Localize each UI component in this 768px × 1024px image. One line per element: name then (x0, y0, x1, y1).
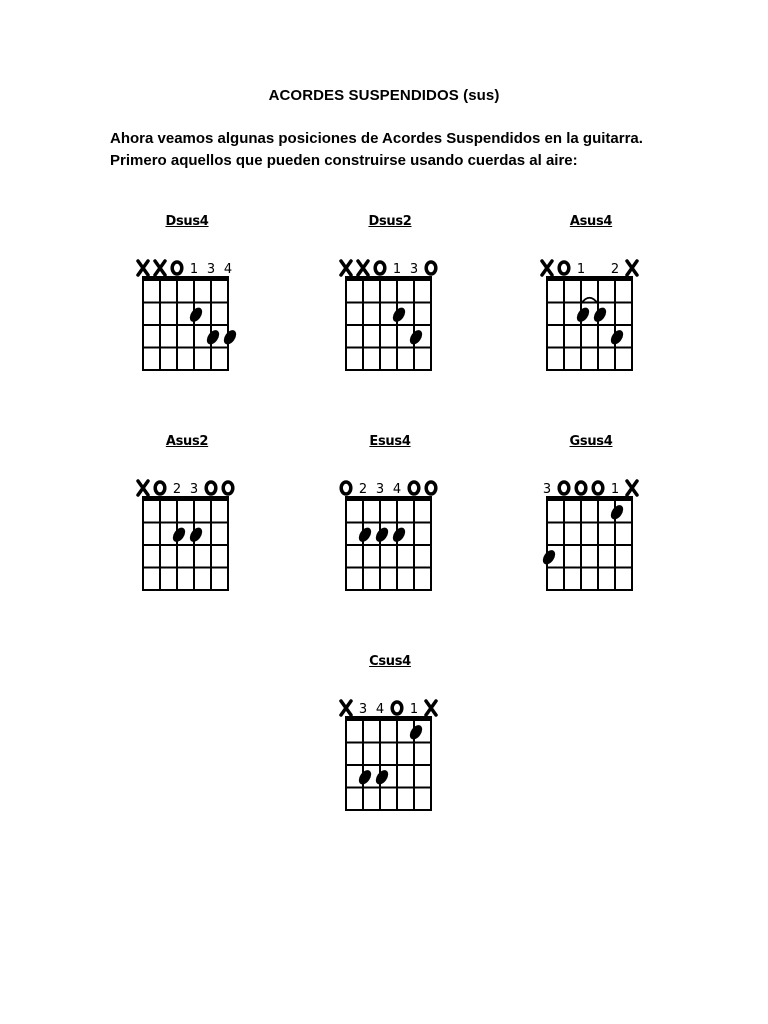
finger-dot (356, 525, 373, 544)
open-string-marker (341, 482, 351, 494)
finger-dot (407, 723, 424, 742)
chord-chart (340, 244, 440, 384)
chord-diagram-asus4 (541, 214, 661, 384)
chord-name: Asus4 (569, 214, 613, 229)
chord-diagram-dsus2 (340, 214, 460, 384)
open-string-marker (559, 262, 569, 274)
chord-name: Esus4 (369, 434, 411, 449)
finger-dot (591, 305, 608, 324)
muted-string-marker (627, 481, 637, 495)
chord-chart (541, 244, 641, 384)
finger-number: 3 (542, 482, 552, 497)
nut (142, 276, 229, 281)
finger-number: 1 (189, 262, 199, 277)
finger-number: 3 (206, 262, 216, 277)
nut (142, 496, 229, 501)
chord-chart (541, 464, 641, 604)
finger-number: 2 (610, 262, 620, 277)
chord-name: Asus2 (165, 434, 209, 449)
finger-dot (221, 328, 238, 347)
chord-chart (137, 244, 237, 384)
muted-string-marker (627, 261, 637, 275)
finger-dot (373, 525, 390, 544)
chord-name: Dsus2 (368, 214, 412, 229)
open-string-marker (559, 482, 569, 494)
open-string-marker (426, 482, 436, 494)
open-string-marker (392, 702, 402, 714)
nut (546, 276, 633, 281)
finger-number: 4 (375, 702, 385, 717)
chord-diagram-asus2 (137, 434, 257, 604)
finger-number: 1 (576, 262, 586, 277)
intro-text (110, 128, 643, 172)
intro-line-2: Primero aquellos que pueden construirse usando cuerdas al aire: (110, 152, 578, 169)
finger-dot (187, 525, 204, 544)
finger-dot (187, 305, 204, 324)
finger-dot (608, 328, 625, 347)
chord-chart (340, 464, 440, 604)
finger-number: 3 (358, 702, 368, 717)
open-string-marker (172, 262, 182, 274)
nut (546, 496, 633, 501)
finger-number: 1 (409, 702, 419, 717)
muted-string-marker (341, 701, 351, 715)
open-string-marker (155, 482, 165, 494)
open-string-marker (576, 482, 586, 494)
finger-number: 1 (610, 482, 620, 497)
chord-diagram-gsus4 (541, 434, 661, 604)
open-string-marker (426, 262, 436, 274)
open-string-marker (375, 262, 385, 274)
muted-string-marker (155, 261, 165, 275)
muted-string-marker (138, 481, 148, 495)
finger-number: 4 (223, 262, 233, 277)
finger-dot (540, 548, 557, 567)
open-string-marker (206, 482, 216, 494)
finger-number: 3 (375, 482, 385, 497)
finger-number: 3 (189, 482, 199, 497)
finger-dot (170, 525, 187, 544)
chord-chart (340, 684, 440, 824)
open-string-marker (409, 482, 419, 494)
finger-dot (407, 328, 424, 347)
chord-name: Dsus4 (165, 214, 209, 229)
finger-number: 3 (409, 262, 419, 277)
chord-diagram-csus4 (340, 654, 460, 824)
finger-number: 4 (392, 482, 402, 497)
muted-string-marker (341, 261, 351, 275)
chord-diagram-dsus4 (137, 214, 257, 384)
finger-number: 2 (172, 482, 182, 497)
open-string-marker (593, 482, 603, 494)
finger-dot (373, 768, 390, 787)
muted-string-marker (138, 261, 148, 275)
chord-chart (137, 464, 237, 604)
finger-dot (204, 328, 221, 347)
muted-string-marker (358, 261, 368, 275)
page-title: ACORDES SUSPENDIDOS (sus) (268, 87, 500, 104)
finger-dot (390, 525, 407, 544)
finger-dot (574, 305, 591, 324)
open-string-marker (223, 482, 233, 494)
finger-dot (608, 503, 625, 522)
finger-dot (356, 768, 373, 787)
finger-dot (390, 305, 407, 324)
muted-string-marker (426, 701, 436, 715)
muted-string-marker (542, 261, 552, 275)
chord-name: Gsus4 (569, 434, 613, 449)
chord-name: Csus4 (369, 654, 411, 669)
finger-number: 2 (358, 482, 368, 497)
intro-line-1: Ahora veamos algunas posiciones de Acordes Suspendidos en la guitarra. (110, 130, 643, 147)
nut (345, 276, 432, 281)
finger-number: 1 (392, 262, 402, 277)
chord-diagram-esus4 (340, 434, 460, 604)
